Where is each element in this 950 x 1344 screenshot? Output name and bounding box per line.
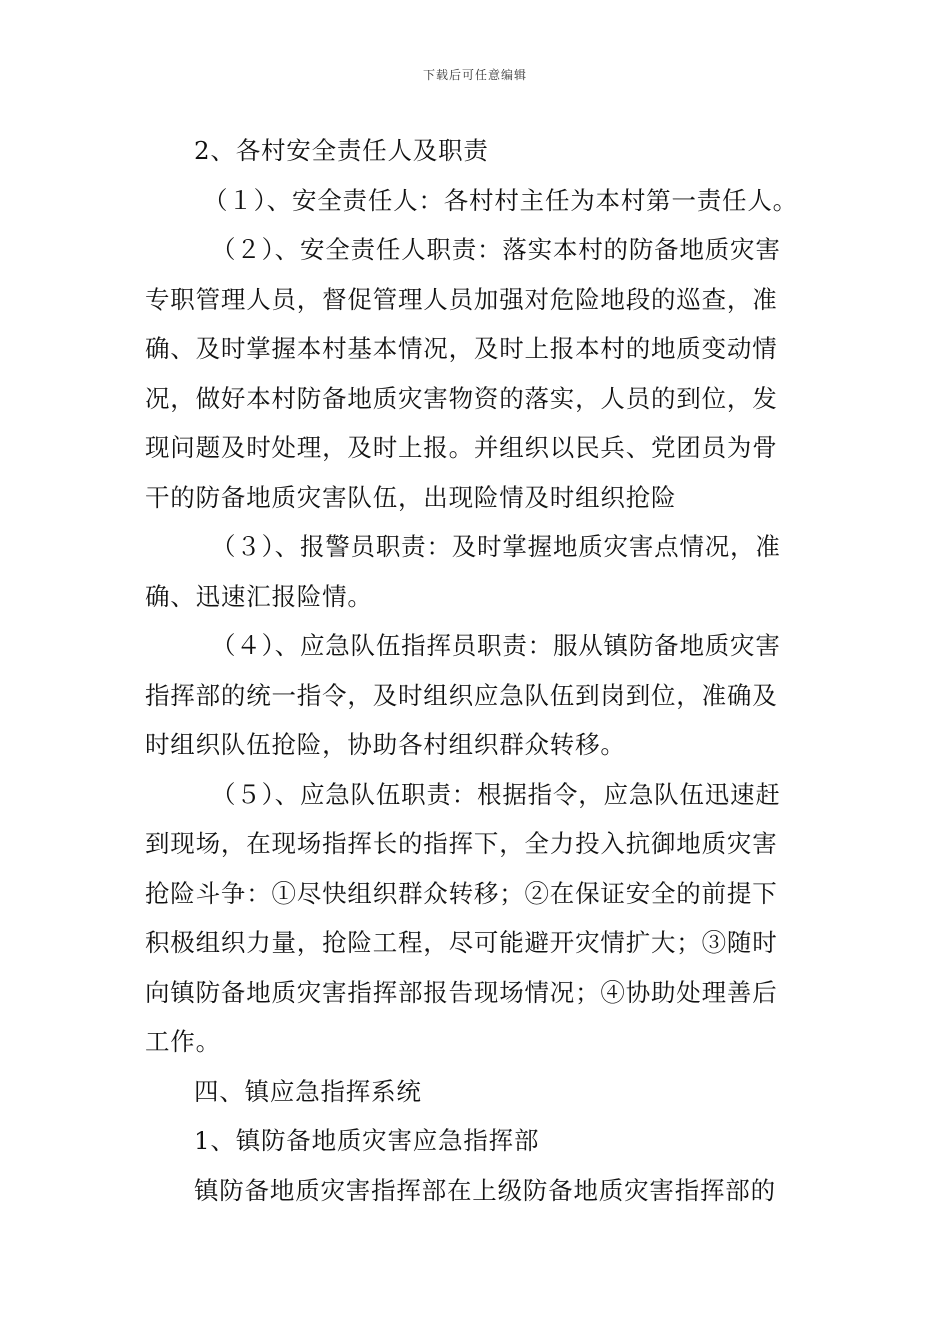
paragraph-line: 指挥部的统一指令，及时组织应急队伍到岗到位，准确及 (145, 680, 778, 710)
paragraph-line: 干的防备地质灾害队伍，出现险情及时组织抢险 (145, 482, 677, 512)
paragraph-line: （２）、安全责任人职责：落实本村的防备地质灾害 (211, 235, 781, 264)
paragraph-line: 积极组织力量，抢险工程，尽可能避开灾情扩大；③随时 (145, 928, 778, 957)
paragraph-line: 抢险斗争：①尽快组织群众转移；②在保证安全的前提下 (145, 878, 778, 908)
paragraph-line: 现问题及时处理，及时上报。并组织以民兵、党团员为骨 (145, 433, 778, 462)
paragraph-line: 确、及时掌握本村基本情况，及时上报本村的地质变动情 (145, 334, 778, 363)
paragraph-line: （１）、安全责任人：各村村主任为本村第一责任人。 (203, 185, 798, 215)
document-body (145, 126, 810, 1215)
paragraph-line: 况，做好本村防备地质灾害物资的落实，人员的到位，发 (145, 383, 778, 413)
header-note: 下载后可任意编辑 (422, 68, 527, 82)
paragraph-line: （５）、应急队伍职责：根据指令，应急队伍迅速赶 (211, 779, 781, 809)
paragraph-line: 镇防备地质灾害指挥部在上级防备地质灾害指挥部的 (194, 1175, 776, 1205)
paragraph-line: （４）、应急队伍指挥员职责：服从镇防备地质灾害 (211, 631, 781, 660)
paragraph-line: 专职管理人员，督促管理人员加强对危险地段的巡查，准 (145, 284, 778, 314)
paragraph-line: （３）、报警员职责：及时掌握地质灾害点情况，准 (211, 532, 781, 561)
paragraph-line: 到现场，在现场指挥长的指挥下，全力投入抗御地质灾害 (145, 829, 778, 858)
paragraph-line: 时组织队伍抢险，协助各村组织群众转移。 (145, 730, 626, 759)
subsection-heading: 1、镇防备地质灾害应急指挥部 (194, 1126, 540, 1155)
section-heading: 2、各村安全责任人及职责 (194, 136, 489, 165)
paragraph-line: 确、迅速汇报险情。 (145, 581, 373, 611)
paragraph-line: 工作。 (145, 1027, 221, 1056)
section-heading: 四、镇应急指挥系统 (194, 1076, 422, 1106)
paragraph-line: 向镇防备地质灾害指挥部报告现场情况；④协助处理善后 (145, 977, 778, 1007)
